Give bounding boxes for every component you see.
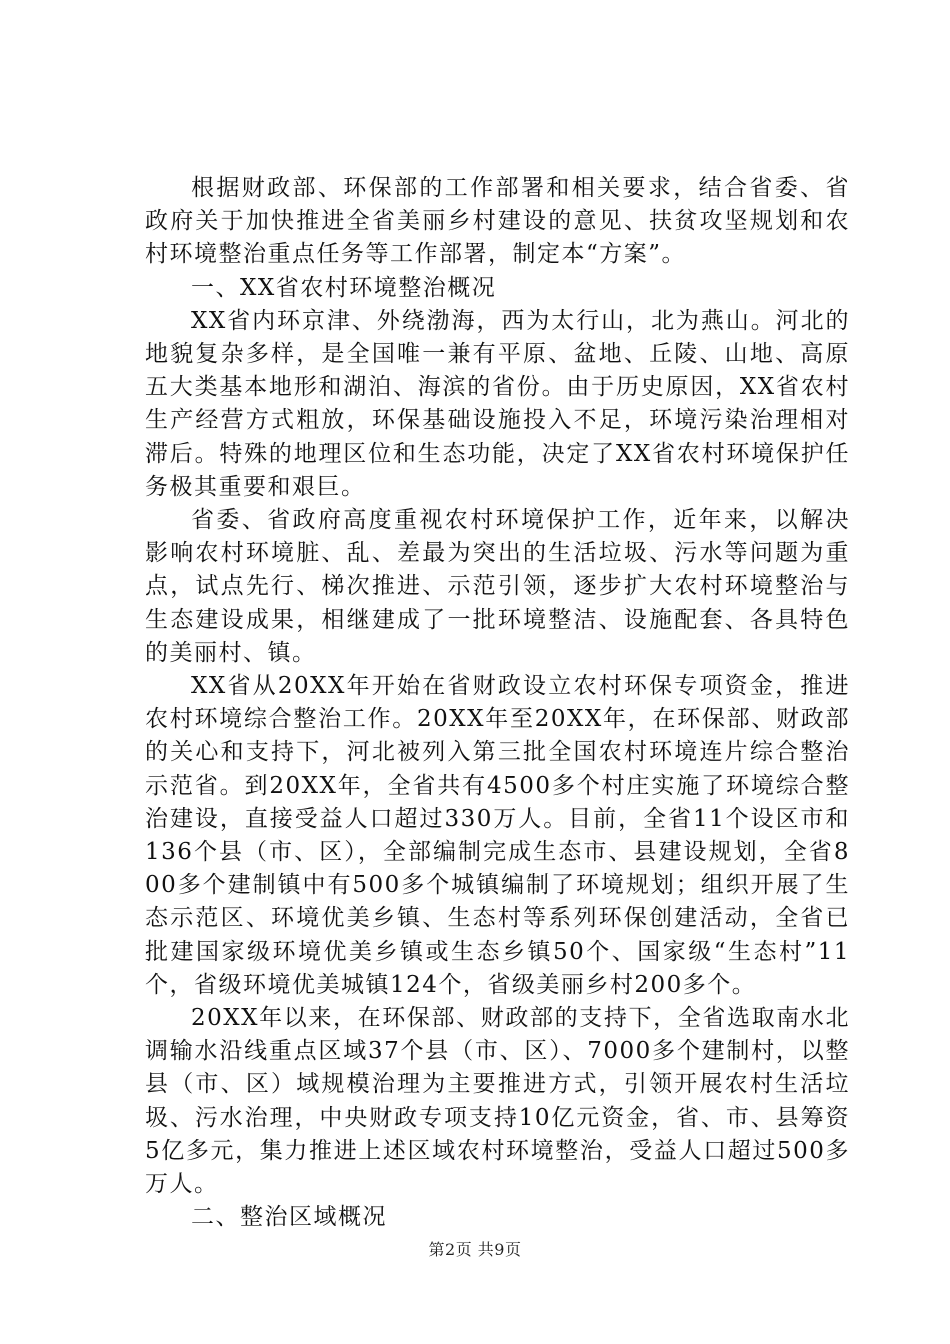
page-number: 第2页 共9页 xyxy=(428,1240,522,1259)
section-heading-1: 一、XX省农村环境整治概况 xyxy=(191,274,497,301)
section-heading-2: 二、整治区域概况 xyxy=(191,1204,387,1231)
document-body xyxy=(145,172,850,1235)
paragraph-funding-history: XX省从20XX年开始在省财政设立农村环保专项资金，推进农村环境综合整治工作。20XX年至20XX年，在环保部、财政部的关心和支持下，河北被列入第三批全国农村环境连片综合整治示范省。到20XX年，全省共有4500多个村庄实施了环境综合整治建设，直接受益人口超过330万人。目前，全省11个设区市和136个县（市、区），全部编制完成生态市、县建设规划，全省800多个建制镇中有500多个城镇编制了环境规划；组织开展了生态示范区、环境优美乡镇、生态村等系列环保创建活动，全省已批建国家级环境优美乡镇或生态乡镇50个、国家级“生态村”11个，省级环境优美城镇124个，省级美丽乡村200多个。 xyxy=(145,673,850,998)
paragraph-provincial-priority: 省委、省政府高度重视农村环境保护工作，近年来，以解决影响农村环境脏、乱、差最为突出的生活垃圾、污水等问题为重点，试点先行、梯次推进、示范引领，逐步扩大农村环境整治与生态建设成果，相继建成了一批环境整洁、设施配套、各具特色的美丽村、镇。 xyxy=(145,507,850,666)
paragraph-intro: 根据财政部、环保部的工作部署和相关要求，结合省委、省政府关于加快推进全省美丽乡村建设的意见、扶贫攻坚规划和农村环境整治重点任务等工作部署，制定本“方案”。 xyxy=(145,175,850,268)
paragraph-recent-progress: 20XX年以来，在环保部、财政部的支持下，全省选取南水北调输水沿线重点区域37个县（市、区）、7000多个建制村，以整县（市、区）域规模治理为主要推进方式，引领开展农村生活垃圾、污水治理，中央财政专项支持10亿元资金，省、市、县筹资5亿多元，集力推进上述区域农村环境整治，受益人口超过500多万人。 xyxy=(145,1005,850,1198)
paragraph-geography: XX省内环京津、外绕渤海，西为太行山，北为燕山。河北的地貌复杂多样，是全国唯一兼有平原、盆地、丘陵、山地、高原五大类基本地形和湖泊、海滨的省份。由于历史原因，XX省农村生产经营方式粗放，环保基础设施投入不足，环境污染治理相对滞后。特殊的地理区位和生态功能，决定了XX省农村环境保护任务极其重要和艰巨。 xyxy=(145,307,850,500)
